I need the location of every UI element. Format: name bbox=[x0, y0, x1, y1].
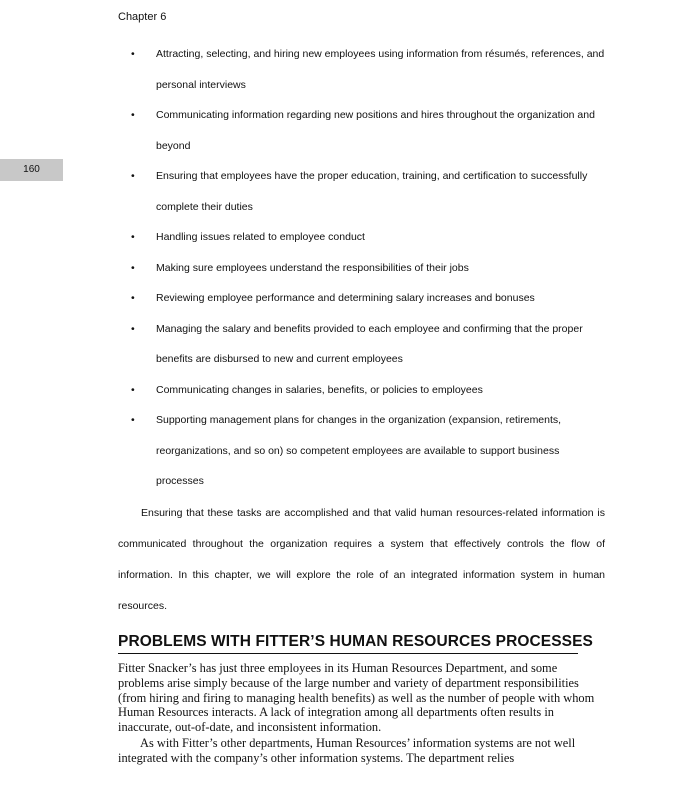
bullet-icon: • bbox=[131, 109, 135, 121]
bullet-icon: • bbox=[131, 170, 135, 182]
bullet-icon: • bbox=[131, 414, 135, 426]
list-item-text: Making sure employees understand the responsibilities of their jobs bbox=[156, 261, 469, 274]
list-item-text: Reviewing employee performance and determining salary increases and bonuses bbox=[156, 292, 535, 304]
section-heading: PROBLEMS WITH FITTER’S HUMAN RESOURCES PROCESSES bbox=[118, 633, 578, 654]
list-item-text: Attracting, selecting, and hiring new employees using information from résumés, references, and personal interviews bbox=[156, 48, 605, 91]
page-number-tab: 160 bbox=[0, 159, 63, 181]
list-item bbox=[118, 314, 608, 375]
body-paragraph: As with Fitter’s other departments, Human Resources’ information systems are not well integrated with the company’s other information systems. The department relies bbox=[118, 736, 576, 765]
bullet-icon: • bbox=[131, 261, 135, 274]
body-paragraph: Fitter Snacker’s has just three employees in its Human Resources Department, and some problems arise simply because of the large number and variety of department responsibilities (from hiring and firing to managing health benefits) as well as the number of people with whom Human Resources interacts. A lack of integration among all departments often results in inaccurate, out-of-date, and inconsistent information. bbox=[118, 661, 595, 735]
list-item bbox=[118, 39, 608, 100]
responsibility-list bbox=[118, 39, 608, 497]
chapter-label: Chapter 6 bbox=[118, 11, 167, 23]
list-item-text: Handling issues related to employee conduct bbox=[156, 231, 365, 243]
list-item-text: Ensuring that employees have the proper education, training, and certification to successfully complete their duties bbox=[156, 170, 588, 213]
bullet-icon: • bbox=[131, 48, 135, 60]
list-item bbox=[118, 283, 608, 314]
bullet-icon: • bbox=[131, 292, 135, 304]
list-item bbox=[118, 100, 608, 161]
list-item bbox=[118, 405, 608, 497]
bullet-icon: • bbox=[131, 383, 135, 396]
list-item bbox=[118, 253, 608, 284]
list-item bbox=[118, 375, 608, 406]
list-item bbox=[118, 161, 608, 222]
bullet-icon: • bbox=[131, 322, 135, 335]
intro-paragraph: Ensuring that these tasks are accomplished and that valid human resources-related information is communicated throughout the organization requires a system that effectively controls the flow of information. In this chapter, we will explore the role of an integrated information system in human resources. bbox=[118, 507, 605, 612]
list-item-text: Communicating information regarding new positions and hires throughout the organization and beyond bbox=[156, 109, 595, 152]
list-item-text: Communicating changes in salaries, benefits, or policies to employees bbox=[156, 383, 483, 396]
list-item-text: Supporting management plans for changes in the organization (expansion, retirements, reorganizations, and so on) so competent employees are available to support business processes bbox=[156, 414, 562, 487]
list-item bbox=[118, 222, 608, 253]
bullet-icon: • bbox=[131, 231, 135, 243]
list-item-text: Managing the salary and benefits provided to each employee and confirming that the proper benefits are disbursed to new and current employees bbox=[156, 322, 583, 365]
